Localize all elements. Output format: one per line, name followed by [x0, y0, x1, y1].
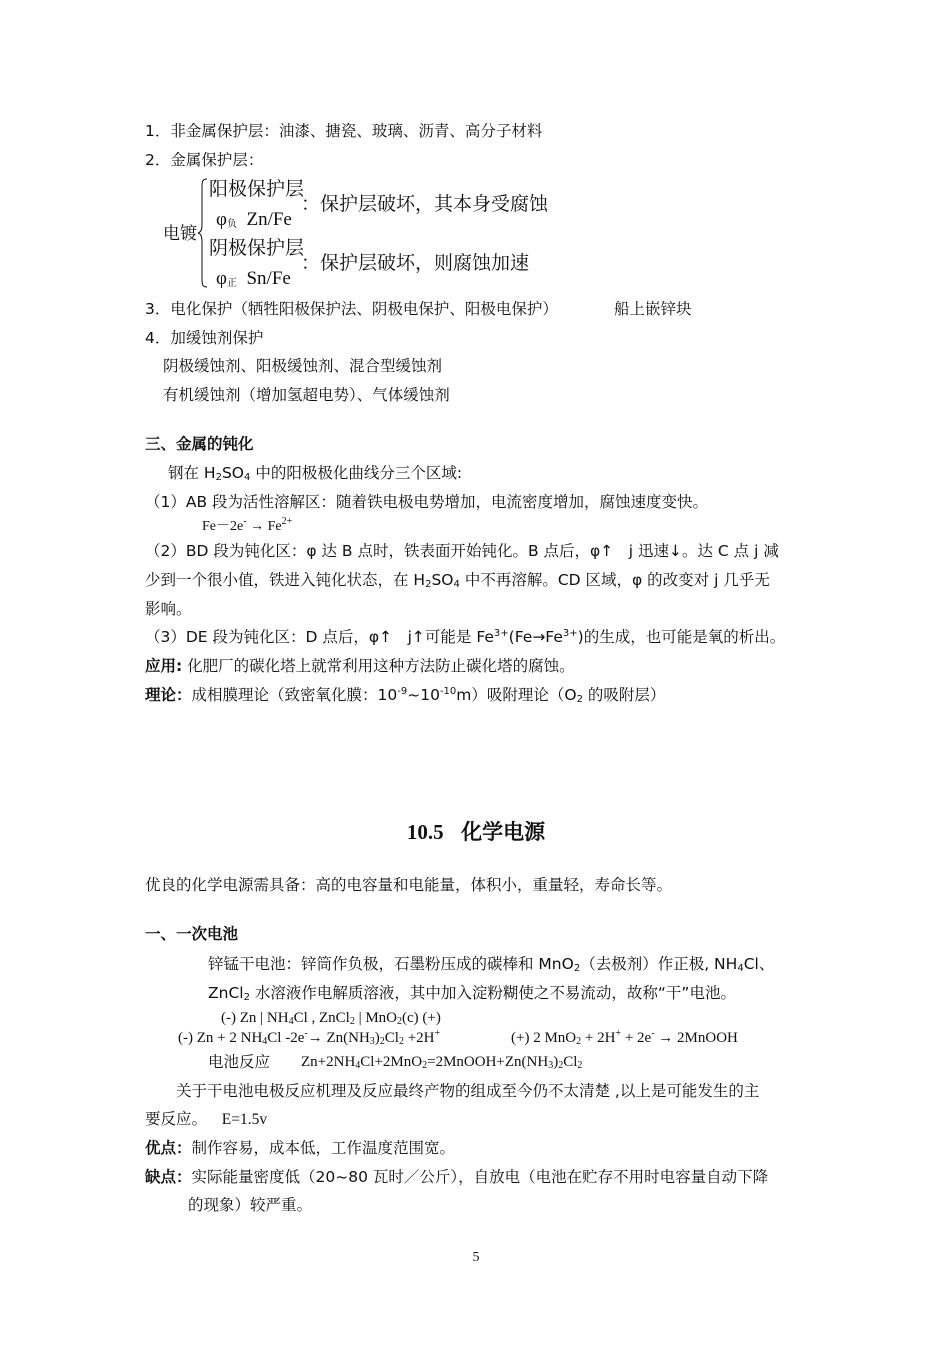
protection-item-3-note: 船上嵌锌块 — [614, 300, 692, 318]
passivation-intro: 钢在 $H_2SO_4$ 中的阳极极化曲线分三个区域: — [168, 464, 463, 483]
dry-cell-desc-line-1: 锌锰干电池：锌筒作负极，石墨粉压成的碳棒和 MnO$_2$（去极剂）作正极, $NH_4Cl$、 — [208, 955, 775, 974]
passivation-equation: $Fe-2e^- \to Fe^{2+}$ — [202, 516, 293, 534]
cathodic-layer-label: 阴极保护层 — [209, 238, 305, 259]
passivation-de: （3）DE 段为钝化区：D 点后，φ↑ j↑可能是 $Fe^{3+}(Fe\to Fe^{3+})$的生成，也可能是氧的析出。 — [145, 628, 786, 646]
negative-electrode-reaction: (-) Zn + 2 $NH_4Cl$ $-2e^-\to Zn(NH_3)_2Cl_2 +2H^+$ — [178, 1028, 441, 1047]
passivation-bd-line-1: （2）BD 段为钝化区：φ 达 B 点时，铁表面开始钝化。B 点后，φ↑ j 迅速↓。达 C 点 j 减 — [145, 542, 779, 560]
positive-electrode-reaction: (+) 2 MnO$_2$ + 2H+ + 2e- → 2MnOOH — [511, 1028, 738, 1047]
protection-item-1: 1．非金属保护层：油漆、搪瓷、玻璃、沥青、高分子材料 — [145, 122, 543, 140]
cell-notation: (-) Zn | $NH_4Cl$ , ZnCl$_2$ | MnO$_2$(c) (+) — [221, 1010, 441, 1027]
primary-battery-heading: 一、一次电池 — [145, 925, 239, 943]
inhibitor-types-1: 阴极缓蚀剂、阳极缓蚀剂、混合型缓蚀剂 — [163, 357, 443, 375]
page-number: 5 — [472, 1250, 480, 1265]
disadvantages-line-2: 的现象）较严重。 — [188, 1196, 313, 1214]
section-title: 10.5 化学电源 — [406, 820, 546, 844]
cell-reaction-equation: $Zn+2NH_4Cl+2MnO_2=2MnOOH+Zn(NH_3)_2Cl_2$ — [301, 1054, 583, 1071]
cathodic-layer-note: ：保护层破坏，则腐蚀加速 — [301, 253, 530, 274]
passivation-bd-line-2: 少到一个很小值，铁进入钝化状态，在 $H_2SO_4$ 中不再溶解。CD 区域，φ 的改变对 j 几乎无 — [145, 571, 770, 590]
anodic-layer-label: 阳极保护层 — [209, 179, 305, 200]
passivation-application: 应用: 化肥厂的碳化塔上就常利用这种方法防止碳化塔的腐蚀。 — [145, 657, 575, 675]
cathodic-layer-example: $\varphi_正$ Sn/Fe — [216, 268, 291, 289]
disadvantages-line-1: 缺点：实际能量密度低（20~80 瓦时／公斤），自放电（电池在贮存不用时电容量自动下降 — [145, 1168, 769, 1186]
brace-icon — [198, 178, 208, 288]
advantages: 优点：制作容易，成本低，工作温度范围宽。 — [145, 1139, 456, 1157]
passivation-heading: 三、金属的钝化 — [145, 435, 254, 453]
mechanism-note-line-1: 关于干电池电极反应机理及反应最终产物的组成至今仍不太清楚 ,以上是可能发生的主 — [176, 1082, 760, 1100]
anodic-layer-note: ：保护层破坏，其本身受腐蚀 — [301, 194, 549, 215]
dry-cell-desc-line-2: ZnCl$_2$ 水溶液作电解质溶液，其中加入淀粉糊使之不易流动，故称“干”电池。 — [208, 984, 736, 1003]
cell-reaction-label: 电池反应 — [208, 1053, 271, 1071]
inhibitor-types-2: 有机缓蚀剂（增加氢超电势）、气体缓蚀剂 — [163, 386, 450, 404]
passivation-bd-line-3: 影响。 — [145, 600, 192, 618]
section-intro: 优良的化学电源需具备：高的电容量和电能量，体积小，重量轻，寿命长等。 — [145, 876, 673, 894]
anodic-layer-example: $\varphi_负$ Zn/Fe — [216, 209, 292, 230]
protection-item-3: 3．电化保护（牺牲阳极保护法、阴极电保护、阳极电保护） — [145, 300, 558, 318]
passivation-ab: （1）AB 段为活性溶解区：随着铁电极电势增加，电流密度增加，腐蚀速度变快。 — [145, 493, 709, 511]
mechanism-note-line-2: 要反应。 E=1.5v — [145, 1110, 268, 1128]
passivation-theory: 理论：成相膜理论（致密氧化膜：$10^{-9}\sim 10^{-10}m$）吸附理论（$O_2$ 的吸附层） — [145, 686, 666, 705]
plating-label: 电镀 — [163, 224, 197, 244]
protection-item-2: 2．金属保护层： — [145, 151, 264, 169]
protection-item-4: 4．加缓蚀剂保护 — [145, 329, 264, 347]
